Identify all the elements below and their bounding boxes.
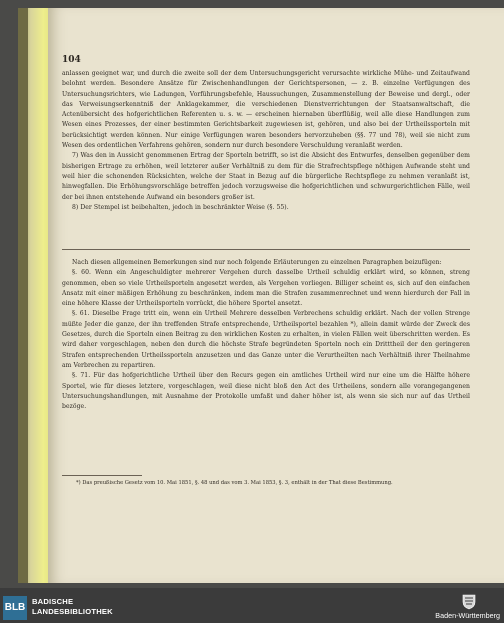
- region-label: Baden-Württemberg: [435, 611, 500, 620]
- section-divider: [62, 249, 470, 250]
- binding-shadow: [18, 8, 28, 583]
- footnote: *) Das preußische Gesetz vom 10. Mai 1851, §. 48 und das vom 3. Mai 1853, §. 3, enthält in der That diese Bestimmung.: [76, 480, 393, 486]
- paragraph: anlassen geeignet war, und durch die zweite soll der dem Untersuchungsgericht verursachte wirkliche Mühe- und Zeitaufwand belohnt werden. Besondere Ansätze für Zwischenhandlungen der Gerichtspersonen, — z. B. einzelne Verfügungen des Untersuchungsrichters, wie Ladungen, Vorführungsbefehle, Haussuchungen, Zusammenstellung der Beweise und dergl., oder das Verweisungserkenntniß der Anklagekammer, die verschiedenen Dienstverrichtungen der Staatsanwaltschaft, die Actenübersicht des hofgerichtlichen Referenten u. s. w. — erscheinen hiernaben überflüßig, weil alle diese Handlungen zum Wesen eines Prozesses, der einer bestimmten Gerichtsbarkeit zugewiesen ist, gehören, und also bei der Urtheilssporteln mit berücksichtigt werden können. Nur einige Verfügungen waren besonders hervorzuheben (§§. 77 und 78), weil sie nicht zum Wesen des ordentlichen Verfahrens gehören, sondern nur durch besondere Verschuldung veranlaßt werden.: [62, 70, 470, 150]
- text-block-bottom: [62, 258, 470, 412]
- library-name-line2: LANDESBIBLIOTHEK: [32, 607, 113, 616]
- coat-of-arms-icon: [462, 594, 476, 610]
- paragraph: §. 61. Dieselbe Frage tritt ein, wenn ein Urtheil Mehrere desselben Verbrechens schuldig erklärt. Nach der vollen Strenge müßte Jeder die ganze, der ihn treffenden Strafe entsprechende, Urtheilsportel bezahlen *), allein damit würde der Zweck des Gesetzes, durch die Sporteln einen Beitrag zu den wirklichen Kosten zu erhalten, in vielen Fällen weit überschritten werden. Es wird daher vorgeschlagen, neben den durch die höchste Strafe begründeten Sporteln noch ein Dritttheil der den geringeren Strafen entsprechenden Urtheilssporteln anzusetzen und das Ganze unter die Verurtheilten nach Verhältniß ihrer Theilnahme am Verbrechen zu repartiren.: [62, 310, 470, 369]
- intro-paragraph: Nach diesen allgemeinen Bemerkungen sind nur noch folgende Erläuterungen zu einzelnen Paragraphen beizufügen:: [72, 259, 442, 266]
- library-name-line1: BADISCHE: [32, 597, 74, 606]
- footnote-divider: [62, 475, 142, 476]
- paragraph: §. 60. Wenn ein Angeschuldigter mehrerer Vergehen durch dasselbe Urtheil schuldig erklärt wird, so können, streng genommen, eben so viele Urtheilsporteln angesetzt werden, als Vergehen vorliegen. Billiger scheint es, sich auf den einfachen Ansatz mit einer mäßigen Erhöhung zu beschränken, indem man die Strafen zusammenrechnet und wenn hierdurch der Fall in eine höhere Klasse der Urtheilsporteln vorrückt, die höhere Sportel ansetzt.: [62, 269, 470, 308]
- text-block-top: [62, 69, 470, 213]
- paragraph: 8) Der Stempel ist beibehalten, jedoch in beschränkter Weise (§. 55).: [72, 203, 289, 211]
- paragraph: 7) Was den in Aussicht genommenen Ertrag der Sporteln betrifft, so ist die Absicht des Entwurfes, denselben gegenüber dem bisherigen Ertrage zu erhöhen, weil letzterer außer Verhältniß zu dem für die Strafrechtspflege nöthigen Aufwande steht und weil hier die schonenden Rücksichten, welche der Staat in Bezug auf die bürgerliche Rechtspflege zu nehmen veranlaßt ist, hinwegfallen. Die Erhöhungsvorschläge betreffen jedoch vorzugsweise die hofgerichtlichen und schwurgerichtlichen Fälle, weil der bei ihnen entstehende Aufwand ein besonders großer ist.: [62, 152, 470, 201]
- paragraph: §. 71. Für das hofgerichtliche Urtheil über den Recurs gegen ein amtliches Urtheil wird nur eine um die Hälfte höhere Sportel, wie für dieses letztere, vorgeschlagen, weil diese nicht bloß den Act des Urtheilens, sondern alle vorangegangenen Untersuchungshandlungen, mit Ausnahme der Protokolle umfaßt und daher höher ist, als wenn sie sich nur auf das Urtheil bezöge.: [62, 372, 470, 411]
- page-number: 104: [62, 55, 81, 65]
- library-name: [32, 597, 113, 617]
- blb-logo[interactable]: BLB: [3, 596, 27, 620]
